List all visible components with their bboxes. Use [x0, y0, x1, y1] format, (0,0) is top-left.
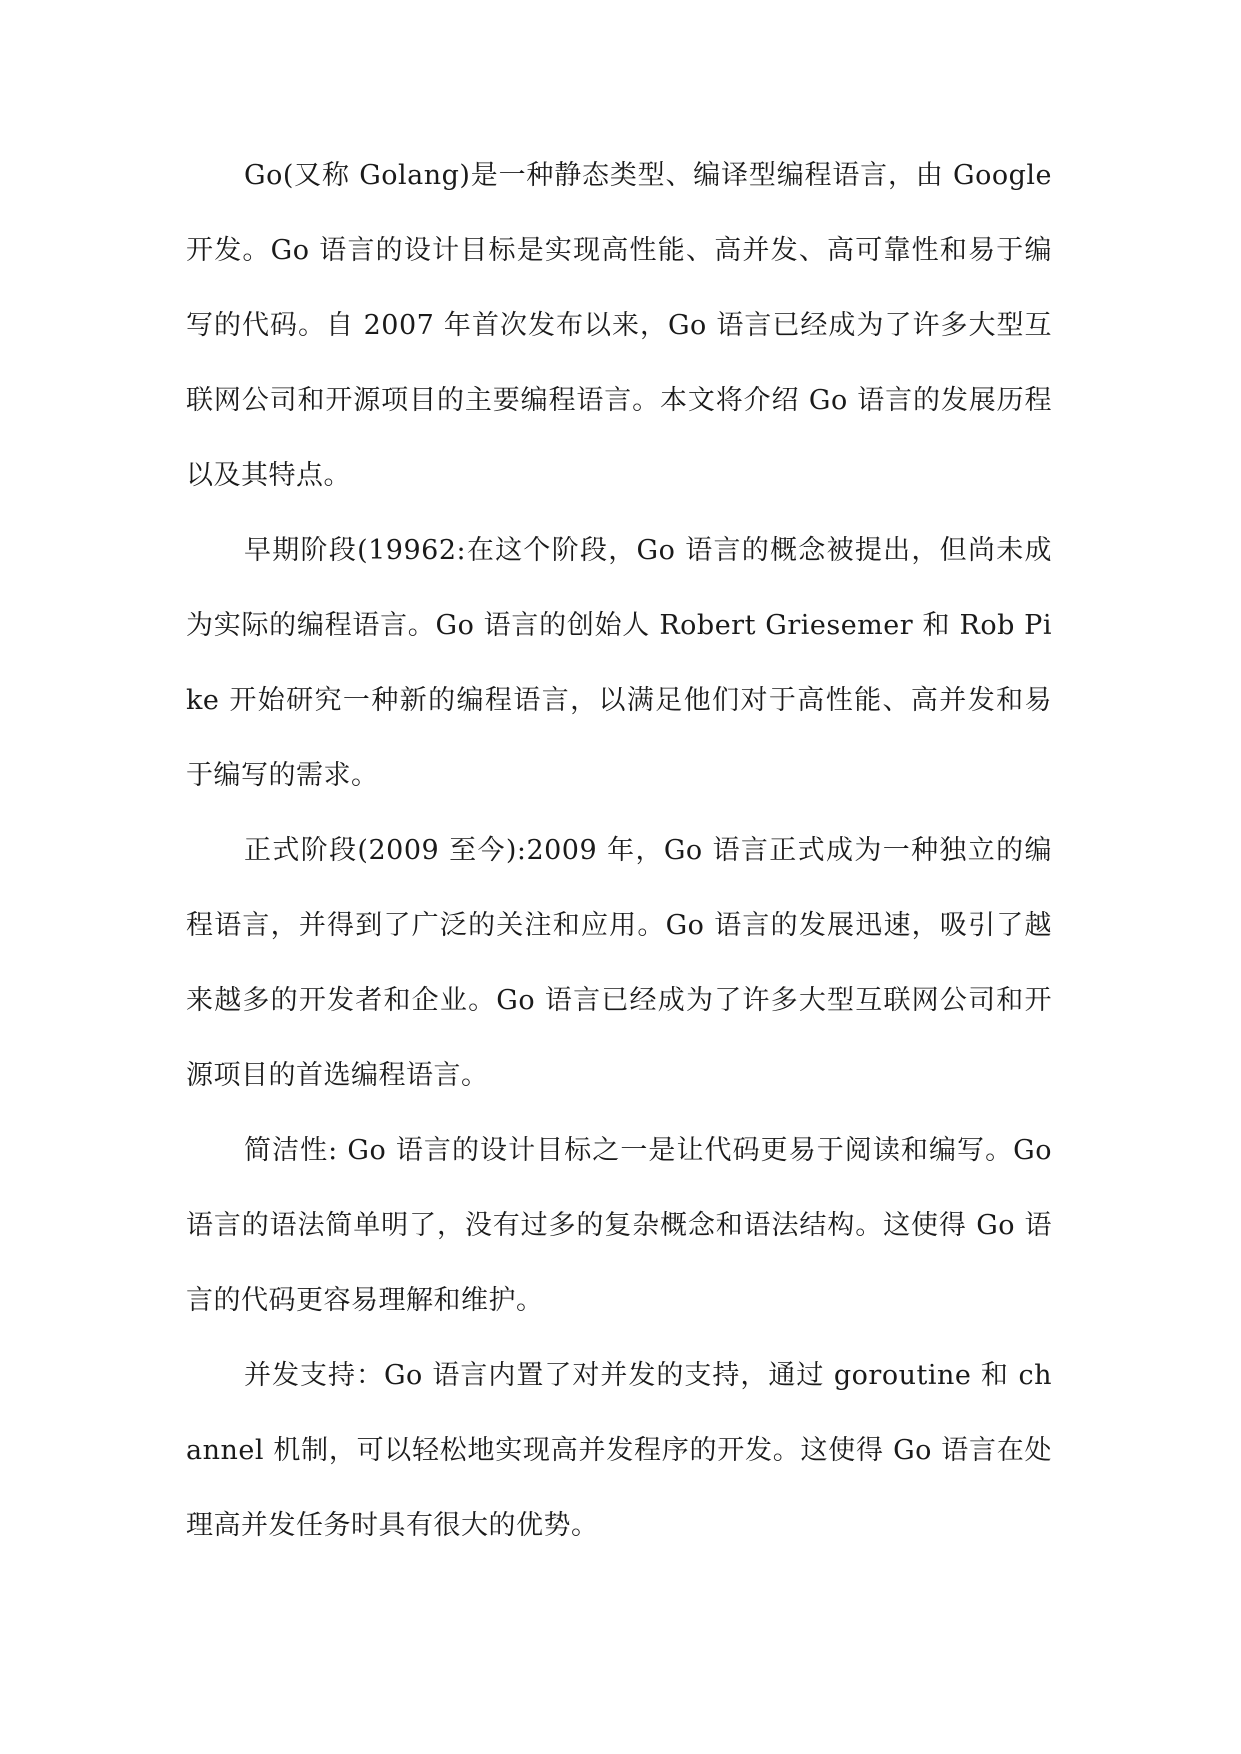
paragraph-formal-stage: 正式阶段(2009 至今):2009 年，Go 语言正式成为一种独立的编程语言，并得到了广泛的关注和应用。Go 语言的发展迅速，吸引了越来越多的开发者和企业。Go 语言已经成为了许多大型互联网公司和开源项目的首选编程语言。 [186, 835, 1052, 1091]
document-body [186, 138, 1052, 1563]
paragraph-simplicity: 简洁性: Go 语言的设计目标之一是让代码更易于阅读和编写。Go 语言的语法简单明了，没有过多的复杂概念和语法结构。这使得 Go 语言的代码更容易理解和维护。 [186, 1135, 1052, 1316]
paragraph-concurrency: 并发支持：Go 语言内置了对并发的支持，通过 goroutine 和 channel 机制，可以轻松地实现高并发程序的开发。这使得 Go 语言在处理高并发任务时具有很大的优势。 [186, 1360, 1052, 1541]
paragraph-early-stage: 早期阶段(19962:在这个阶段，Go 语言的概念被提出，但尚未成为实际的编程语言。Go 语言的创始人 Robert Griesemer 和 Rob Pike 开始研究一种新的编程语言，以满足他们对于高性能、高并发和易于编写的需求。 [186, 535, 1052, 791]
paragraph-intro: Go(又称 Golang)是一种静态类型、编译型编程语言，由 Google 开发。Go 语言的设计目标是实现高性能、高并发、高可靠性和易于编写的代码。自 2007 年首次发布以来，Go 语言已经成为了许多大型互联网公司和开源项目的主要编程语言。本文将介绍 Go 语言的发展历程以及其特点。 [186, 160, 1052, 491]
